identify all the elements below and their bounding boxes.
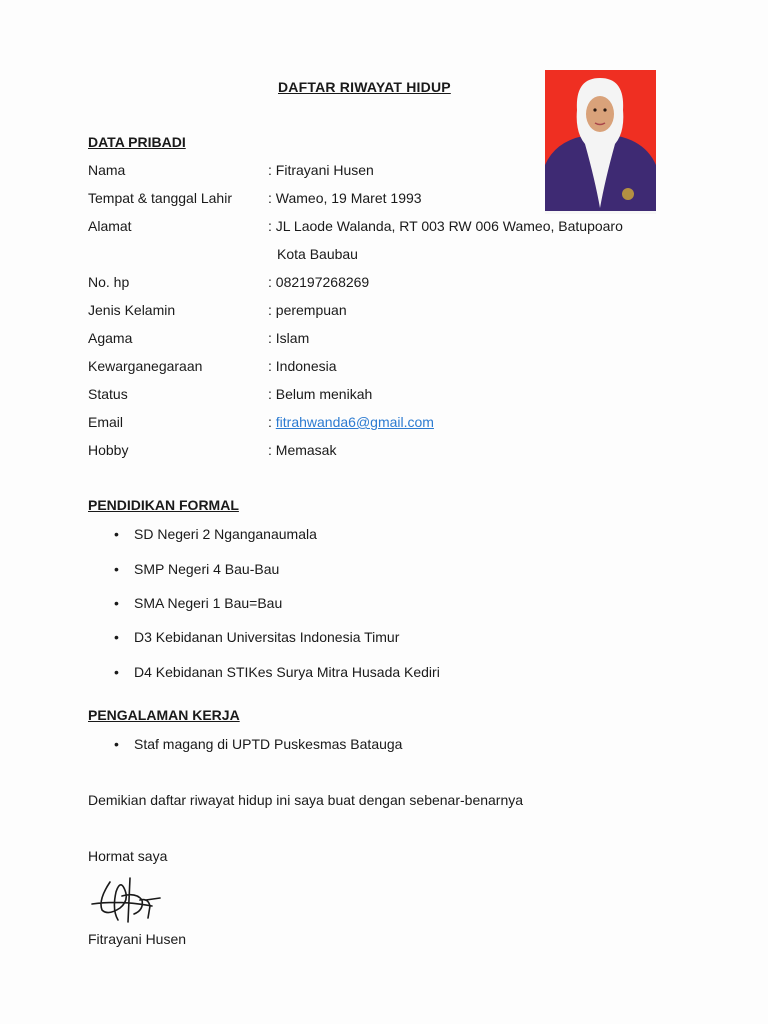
field-label: Hobby [88, 442, 129, 458]
email-prefix: : [268, 414, 276, 430]
list-item-text: SD Negeri 2 Nganganaumala [134, 526, 317, 542]
field-label: Status [88, 386, 128, 402]
field-value: : JL Laode Walanda, RT 003 RW 006 Wameo, Batupoaro [268, 218, 623, 234]
bullet-icon: • [114, 664, 119, 680]
list-item-text: D4 Kebidanan STIKes Surya Mitra Husada Kediri [134, 664, 440, 680]
field-value: : Wameo, 19 Maret 1993 [268, 190, 422, 206]
bullet-icon: • [114, 595, 119, 611]
list-item-text: D3 Kebidanan Universitas Indonesia Timur [134, 629, 400, 645]
section-heading-pendidikan-formal: PENDIDIKAN FORMAL [88, 497, 239, 513]
field-label: Nama [88, 162, 126, 178]
signature-name: Fitrayani Husen [88, 931, 187, 947]
document-title: DAFTAR RIWAYAT HIDUP [278, 79, 451, 95]
signature-icon [90, 870, 170, 932]
greeting: Hormat saya [88, 848, 168, 864]
list-item-text: Staf magang di UPTD Puskesmas Batauga [134, 736, 403, 752]
email-link[interactable]: fitrahwanda6@gmail.com [275, 414, 434, 430]
section-heading-data-pribadi: DATA PRIBADI [88, 134, 186, 150]
field-label: Agama [88, 330, 133, 346]
list-item-text: SMP Negeri 4 Bau-Bau [134, 561, 280, 577]
field-value [268, 412, 434, 432]
bullet-icon: • [114, 526, 119, 542]
field-label: Alamat [88, 218, 132, 234]
field-value: : 082197268269 [268, 274, 370, 290]
portrait-illustration [545, 70, 656, 211]
field-label: No. hp [88, 274, 130, 290]
field-value: : Fitrayani Husen [268, 162, 374, 178]
field-value: : perempuan [268, 302, 347, 318]
field-label: Kewarganegaraan [88, 358, 203, 374]
field-label: Jenis Kelamin [88, 302, 176, 318]
bullet-icon: • [114, 561, 119, 577]
field-alamat-continuation: Kota Baubau [277, 246, 358, 262]
field-value: : Belum menikah [268, 386, 373, 402]
bullet-icon: • [114, 629, 119, 645]
list-item-text: SMA Negeri 1 Bau=Bau [134, 595, 283, 611]
field-value: : Indonesia [268, 358, 337, 374]
field-value: : Memasak [268, 442, 337, 458]
bullet-icon: • [114, 736, 119, 752]
closing-statement: Demikian daftar riwayat hidup ini saya buat dengan sebenar-benarnya [88, 792, 524, 808]
field-value: : Islam [268, 330, 310, 346]
field-label: Tempat & tanggal Lahir [88, 190, 232, 206]
section-heading-pengalaman-kerja: PENGALAMAN KERJA [88, 707, 240, 723]
profile-photo [545, 70, 656, 214]
field-label: Email [88, 414, 124, 430]
